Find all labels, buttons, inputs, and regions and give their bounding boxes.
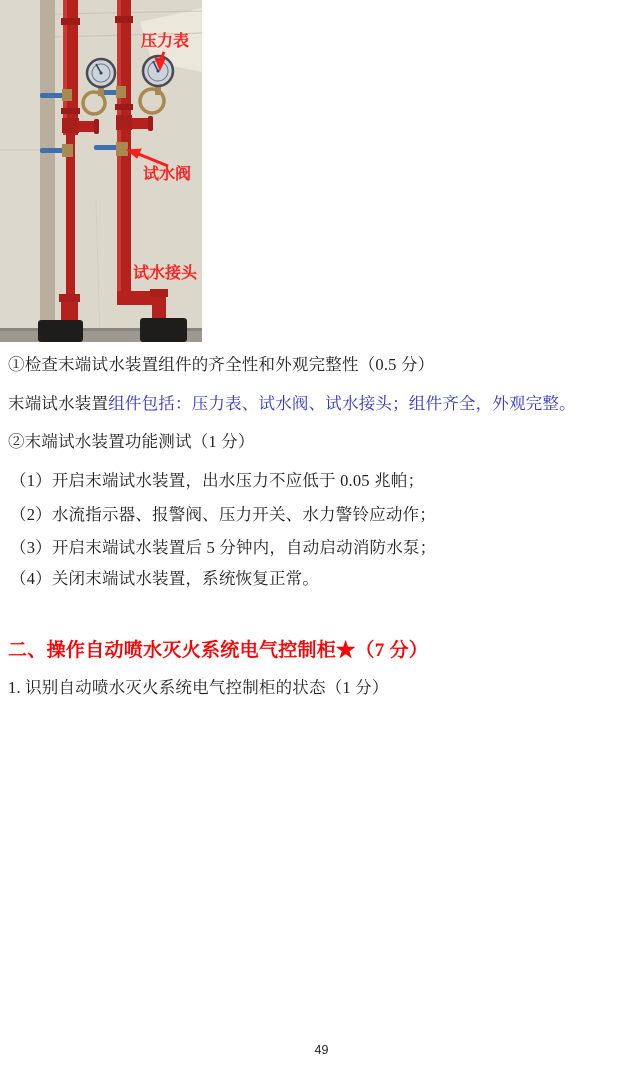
component-description-prefix: 末端试水装置 <box>8 394 109 413</box>
sub-item-1: （1）开启末端试水装置，出水压力不应低于 0.05 兆帕； <box>10 471 425 490</box>
end-test-device-photo <box>0 0 202 342</box>
check-item-1: ①检查末端试水装置组件的齐全性和外观完整性（0.5 分） <box>8 355 435 374</box>
photo-label-pressure-gauge: 压力表 <box>140 33 190 50</box>
component-description-highlight: 组件包括：压力表、试水阀、试水接头；组件齐全，外观完整。 <box>108 394 576 413</box>
sub-item-2: （2）水流指示器、报警阀、压力开关、水力警铃应动作； <box>10 505 436 524</box>
section-heading: 二、操作自动喷水灭火系统电气控制柜★（7 分） <box>8 640 429 661</box>
section-item-1: 1. 识别自动喷水灭火系统电气控制柜的状态（1 分） <box>8 678 389 697</box>
component-description <box>8 393 576 414</box>
sub-item-3: （3）开启末端试水装置后 5 分钟内，自动启动消防水泵； <box>10 538 437 557</box>
left-bucket <box>38 320 83 342</box>
right-bucket <box>140 318 187 342</box>
page-number: 49 <box>314 1043 329 1057</box>
end-test-device-illustration <box>0 0 202 342</box>
photo-label-test-valve: 试水阀 <box>142 166 192 183</box>
sub-item-4: （4）关闭末端试水装置，系统恢复正常。 <box>10 569 320 588</box>
photo-label-test-connector: 试水接头 <box>132 265 198 282</box>
check-item-2: ②末端试水装置功能测试（1 分） <box>8 432 255 451</box>
